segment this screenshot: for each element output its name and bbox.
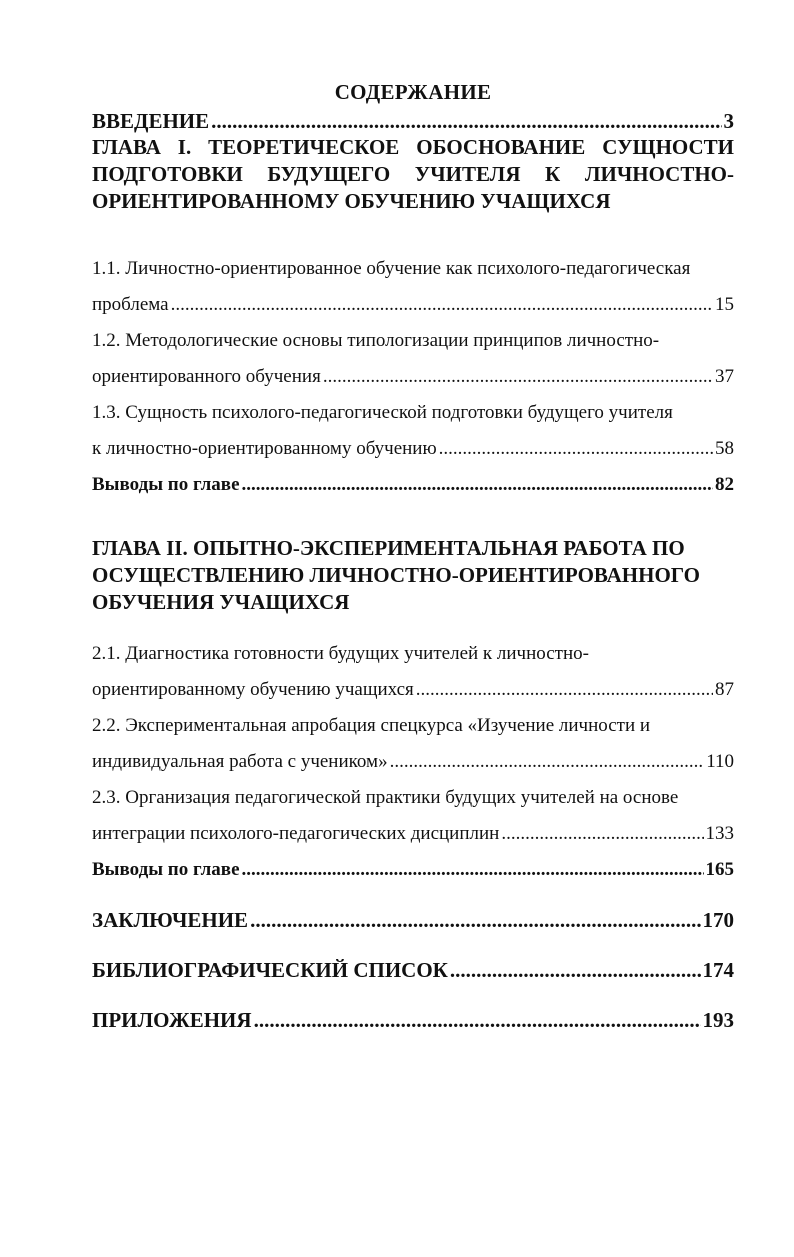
- toc-entry-label: ПРИЛОЖЕНИЯ: [92, 1008, 252, 1032]
- toc-section-tail: [92, 744, 734, 780]
- toc-page-number: 193: [702, 1008, 734, 1032]
- dot-leader: [211, 108, 721, 134]
- toc-section-title-cont: индивидуальная работа с учеником»: [92, 751, 388, 772]
- toc-entry-bibliography: [92, 956, 734, 984]
- toc-page-number: 87: [715, 679, 734, 700]
- chapter-1-heading-line: ПОДГОТОВКИ БУДУЩЕГО УЧИТЕЛЯ К ЛИЧНОСТНО-: [92, 162, 734, 186]
- dot-leader: [250, 906, 700, 934]
- dot-leader: [242, 852, 704, 888]
- dot-leader: [501, 816, 703, 852]
- chapter-1-heading-line: ГЛАВА I. ТЕОРЕТИЧЕСКОЕ ОБОСНОВАНИЕ СУЩНОСТИ: [92, 135, 734, 159]
- toc-page-number: 110: [706, 751, 734, 772]
- toc-section-title-cont: проблема: [92, 294, 169, 315]
- toc-page-number: 174: [702, 958, 734, 982]
- toc-section-tail: [92, 816, 734, 852]
- toc-section-title-cont: к личностно-ориентированному обучению: [92, 438, 437, 459]
- table-of-contents: [92, 78, 734, 1034]
- toc-section-tail: [92, 431, 734, 467]
- toc-section-title: 2.1. Диагностика готовности будущих учителей к личностно-: [92, 643, 589, 664]
- dot-leader: [416, 672, 713, 708]
- toc-page-number: 170: [702, 908, 734, 932]
- toc-section-title: 1.3. Сущность психолого-педагогической подготовки будущего учителя: [92, 402, 673, 423]
- toc-section-tail: [92, 672, 734, 708]
- toc-entry-label: ЗАКЛЮЧЕНИЕ: [92, 908, 249, 932]
- toc-page-number: 3: [723, 109, 734, 133]
- chapter-1-heading-line: ОРИЕНТИРОВАННОМУ ОБУЧЕНИЮ УЧАЩИХСЯ: [92, 189, 611, 213]
- toc-section-tail: [92, 359, 734, 395]
- dot-leader: [254, 1006, 701, 1034]
- dot-leader: [323, 359, 713, 395]
- toc-page-number: 37: [715, 366, 734, 387]
- page-title: СОДЕРЖАНИЕ: [334, 80, 492, 104]
- toc-section-2-2: [92, 708, 734, 780]
- chapter-2-heading-line: ГЛАВА II. ОПЫТНО-ЭКСПЕРИМЕНТАЛЬНАЯ РАБОТА ПО: [92, 536, 685, 560]
- dot-leader: [242, 467, 713, 503]
- toc-section-title: 2.3. Организация педагогической практики будущих учителей на основе: [92, 787, 679, 808]
- toc-section-title: 1.2. Методологические основы типологизации принципов личностно-: [92, 330, 660, 351]
- toc-entry-label: Выводы по главе: [92, 474, 240, 495]
- dot-leader: [171, 287, 713, 323]
- toc-section-1-1: [92, 251, 734, 323]
- dot-leader: [390, 744, 705, 780]
- dot-leader: [439, 431, 713, 467]
- toc-section-1-2: [92, 323, 734, 395]
- toc-section-1-3: [92, 395, 734, 467]
- chapter-2-heading: [92, 535, 734, 616]
- toc-section-title: 2.2. Экспериментальная апробация спецкурса «Изучение личности и: [92, 715, 651, 736]
- toc-page-number: 82: [715, 474, 734, 495]
- toc-entry-conclusion: [92, 906, 734, 934]
- toc-section-title: 1.1. Личностно-ориентированное обучение как психолого-педагогическая: [92, 258, 691, 279]
- toc-entry-label: Выводы по главе: [92, 859, 240, 880]
- toc-section-2-1: [92, 636, 734, 708]
- toc-page-number: 165: [705, 859, 734, 880]
- toc-entry-label: ВВЕДЕНИЕ: [92, 109, 210, 133]
- toc-chapter-1-conclusions: [92, 467, 734, 503]
- toc-section-tail: [92, 287, 734, 323]
- toc-section-title-cont: ориентированного обучения: [92, 366, 321, 387]
- chapter-2-heading-line: ОСУЩЕСТВЛЕНИЮ ЛИЧНОСТНО-ОРИЕНТИРОВАННОГО: [92, 563, 700, 587]
- toc-entry-introduction: [92, 108, 734, 134]
- toc-page-number: 15: [715, 294, 734, 315]
- toc-entry-label: БИБЛИОГРАФИЧЕСКИЙ СПИСОК: [92, 958, 448, 982]
- dot-leader: [450, 956, 701, 984]
- chapter-1-heading: [92, 134, 734, 215]
- chapter-2-heading-line: ОБУЧЕНИЯ УЧАЩИХСЯ: [92, 590, 350, 614]
- toc-chapter-2-conclusions: [92, 852, 734, 888]
- toc-page-number: 133: [705, 823, 734, 844]
- toc-section-2-3: [92, 780, 734, 852]
- toc-entry-appendices: [92, 1006, 734, 1034]
- toc-section-title-cont: ориентированному обучению учащихся: [92, 679, 414, 700]
- toc-section-title-cont: интеграции психолого-педагогических дисциплин: [92, 823, 500, 844]
- toc-page-number: 58: [715, 438, 734, 459]
